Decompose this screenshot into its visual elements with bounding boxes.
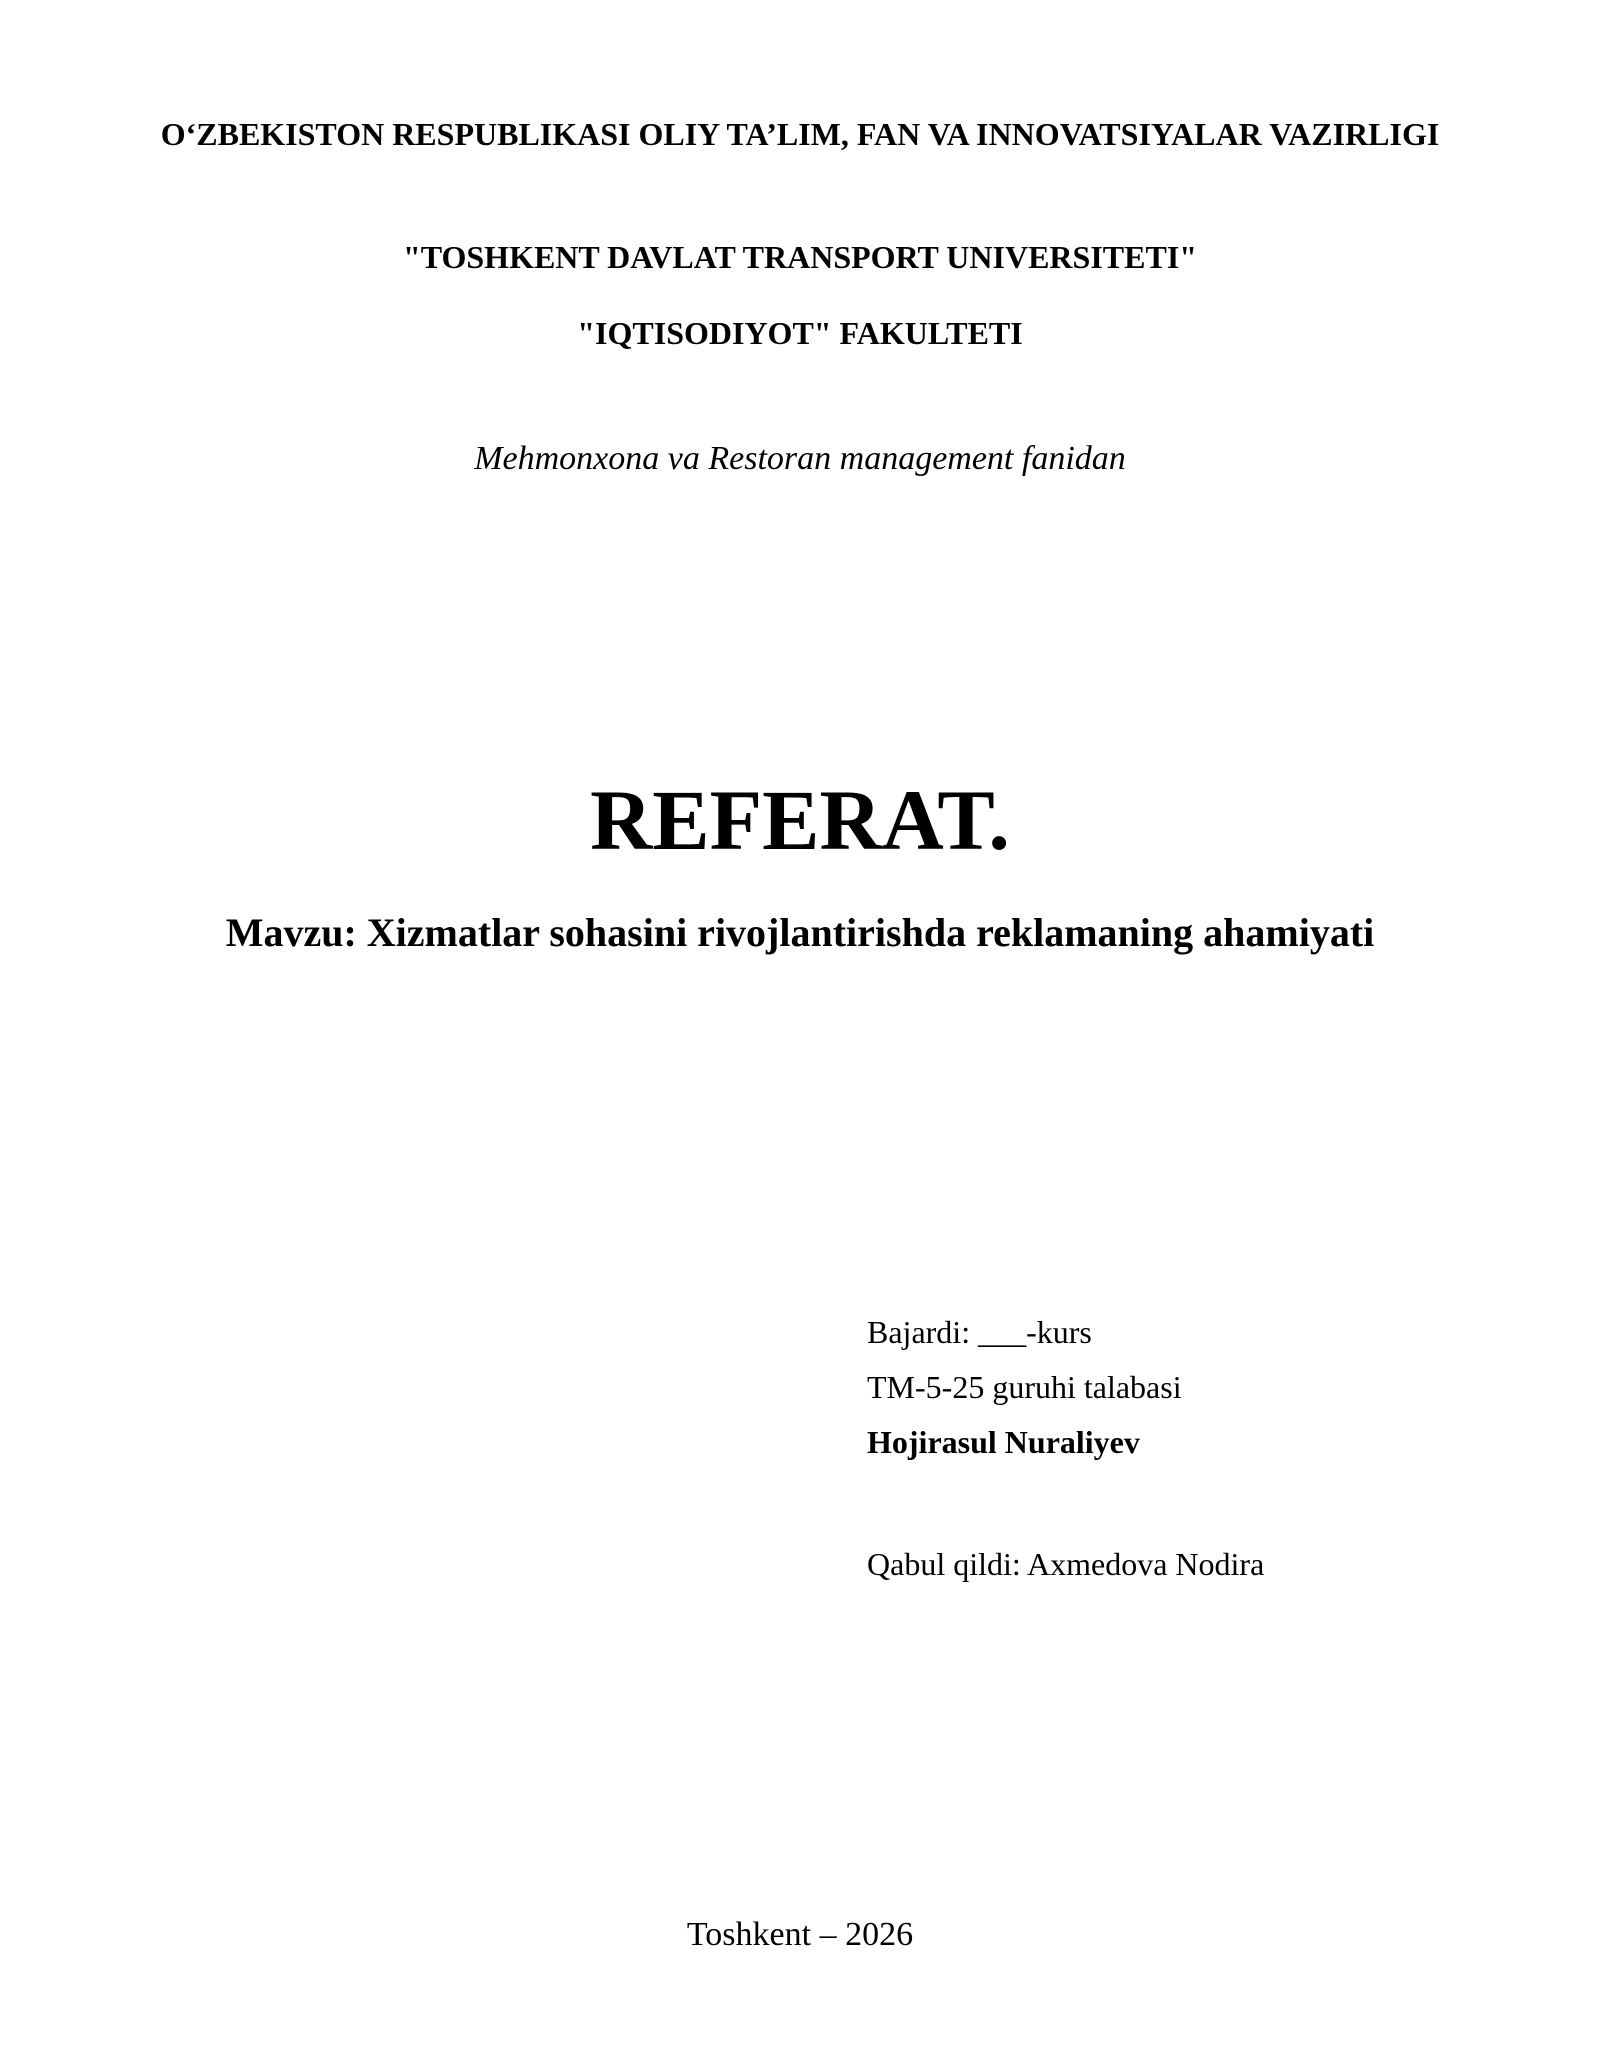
university-title: "TOSHKENT DAVLAT TRANSPORT UNIVERSITETI" <box>402 239 1198 275</box>
accepted-by-line: Qabul qildi: Axmedova Nodira <box>867 1546 1265 1582</box>
topic-heading: Mavzu: Xizmatlar sohasini rivojlantirishda reklamaning ahamiyati <box>225 910 1375 955</box>
student-name: Hojirasul Nuraliyev <box>867 1424 1140 1460</box>
footer-city-year: Toshkent – 2026 <box>686 1916 914 1953</box>
ministry-title: O‘ZBEKISTON RESPUBLIKASI OLIY TA’LIM, FAN VA INNOVATSIYALAR VAZIRLIGI <box>160 116 1440 152</box>
group-line: TM-5-25 guruhi talabasi <box>867 1369 1182 1405</box>
subject-line: Mehmonxona va Restoran management fanidan <box>474 440 1126 477</box>
faculty-title: "IQTISODIYOT" FAKULTETI <box>577 315 1023 351</box>
performed-by-line: Bajardi: ___-kurs <box>867 1314 1092 1350</box>
document-type-heading: REFERAT. <box>590 772 1010 868</box>
